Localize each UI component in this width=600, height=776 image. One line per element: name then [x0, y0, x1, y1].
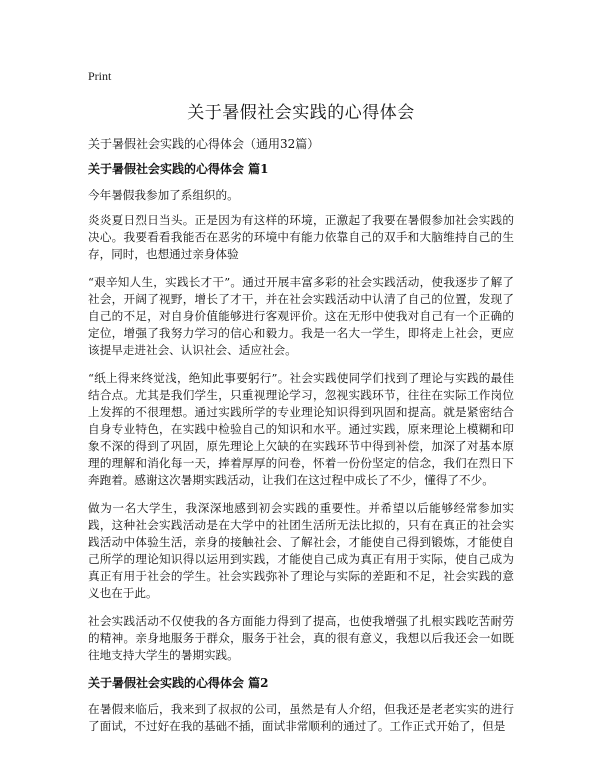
paragraph: 做为一名大学生，我深深地感到初会实践的重要性。并希望以后能够经常参加实践，这种社会实践活动是在大学中的社团生活所无法比拟的，只有在真正的社会实践活动中体验生活，亲身的接触社会、了解社会，才能使自己得到锻炼，才能使自己所学的理论知识得以运用到实践，才能使自己成为真正有用于实际，使自己成为真正有用于社会的学生。社会实践弥补了理论与实际的差距和不足，社会实践的意义也在于此。	[88, 501, 514, 600]
paragraph: 炎炎夏日烈日当头。正是因为有这样的环境，正激起了我要在暑假参加社会实践的决心。我要看看我能否在恶劣的环境中有能力依靠自己的双手和大脑维持自己的生存，同时，也想通过亲身体验	[88, 213, 514, 261]
print-link[interactable]: Print	[88, 69, 112, 83]
paragraph: 社会实践活动不仅使我的各方面能力得到了提高，也使我增强了扎根实践吃苦耐劳的精神。亲身地服务于群众，服务于社会，真的很有意义，我想以后我还会一如既往地支持大学生的暑期实践。	[88, 614, 514, 662]
section-heading-2: 关于暑假社会实践的心得体会 篇2	[88, 676, 269, 690]
paragraph: “艰辛知人生，实践长才干”。通过开展丰富多彩的社会实践活动，使我逐步了解了社会，开阔了视野，增长了才干，并在社会实践活动中认清了自己的位置，发现了自己的不足，对自身价值能够进行客观评价。这在无形中使我对自己有一个正确的定位，增强了我努力学习的信心和毅力。我是一名大一学生，即将走上社会，更应该提早走进社会、认识社会、适应社会。	[88, 275, 514, 357]
section-heading-1: 关于暑假社会实践的心得体会 篇1	[88, 162, 269, 176]
paragraph: “纸上得来终觉浅，绝知此事要躬行”。社会实践使同学们找到了理论与实践的最佳结合点。尤其是我们学生，只重视理论学习，忽视实践环节，往往在实际工作岗位上发挥的不很理想。通过实践所学的专业理论知识得到巩固和提高。就是紧密结合自身专业特色，在实践中检验自己的知识和水平。通过实践，原来理论上模糊和印象不深的得到了巩固，原先理论上欠缺的在实践环节中得到补偿，加深了对基本原理的理解和消化每一天，捧着厚厚的问卷，怀着一份份坚定的信念，我们在烈日下奔跑着。感谢这次暑期实践活动，让我们在这过程中成长了不少，懂得了不少。	[88, 371, 514, 487]
paragraph: 今年暑假我参加了系组织的。	[88, 188, 239, 202]
paragraph: 在暑假来临后，我来到了叔叔的公司，虽然是有人介绍，但我还是老老实实的进行了面试，不过好在我的基础不插，面试非常顺利的通过了。工作正式开始了，但是	[88, 702, 514, 733]
document-subtitle: 关于暑假社会实践的心得体会（通用32篇）	[88, 137, 320, 151]
document-title: 关于暑假社会实践的心得体会	[187, 103, 415, 123]
document-page	[88, 68, 514, 746]
